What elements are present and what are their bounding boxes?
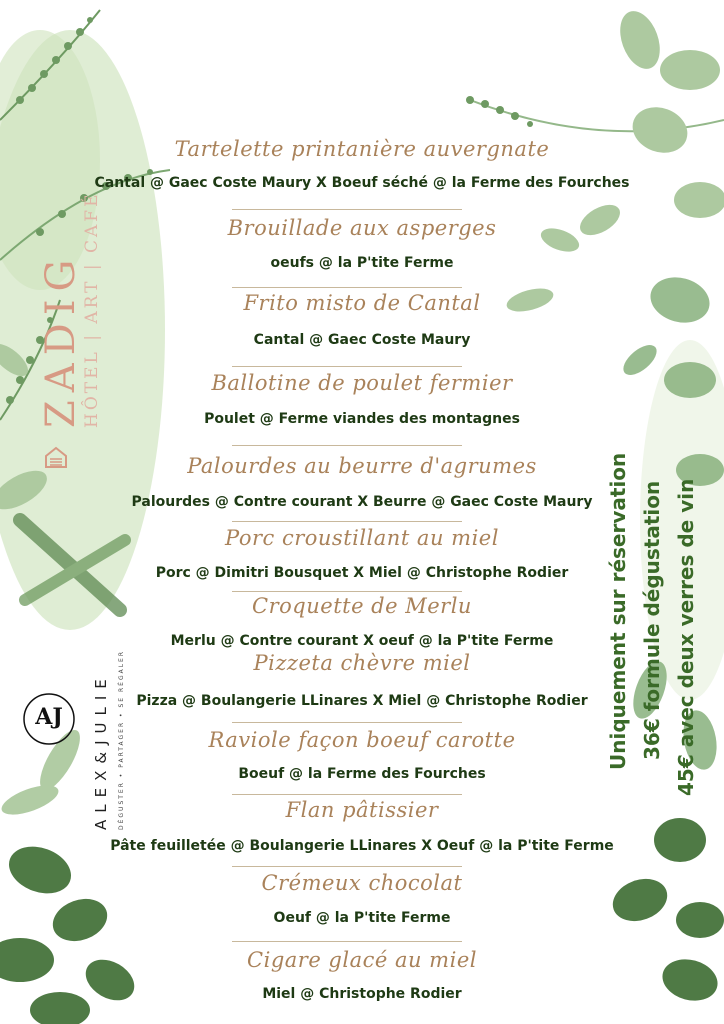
partner-name: ALEX&JULIE	[92, 672, 110, 830]
divider	[232, 591, 462, 592]
dish-title: Frito misto de Cantal	[243, 291, 481, 315]
dish-producers: oeufs @ la P'tite Ferme	[270, 255, 454, 271]
reservation-note: Uniquement sur réservation	[606, 452, 630, 770]
zadig-logo-name: ZADIG	[38, 251, 84, 428]
divider	[232, 941, 462, 942]
logo-monogram: AJ	[35, 704, 63, 730]
dish-title: Raviole façon boeuf carotte	[208, 728, 516, 752]
dish-title: Palourdes au beurre d'agrumes	[187, 454, 537, 478]
dish-producers: Oeuf @ la P'tite Ferme	[273, 910, 451, 926]
dish-producers: Cantal @ Gaec Coste Maury X Boeuf séché @ la Ferme des Fourches	[94, 175, 630, 191]
dish-producers: Cantal @ Gaec Coste Maury	[253, 332, 471, 348]
dish-producers: Merlu @ Contre courant X oeuf @ la P'tite Ferme	[170, 633, 554, 649]
divider	[232, 521, 462, 522]
dish-producers: Porc @ Dimitri Bousquet X Miel @ Christophe Rodier	[155, 565, 569, 581]
dish-producers: Miel @ Christophe Rodier	[262, 986, 462, 1002]
price-tasting: 36€ formule dégustation	[640, 480, 664, 760]
dish-title: Croquette de Merlu	[252, 594, 472, 618]
dish-title: Pizzeta chèvre miel	[253, 651, 471, 675]
dish-producers: Poulet @ Ferme viandes des montagnes	[204, 411, 520, 427]
divider	[232, 866, 462, 867]
divider	[232, 722, 462, 723]
zadig-tagline: HÔTEL | ART | CAFÉ	[82, 191, 102, 428]
dish-producers: Pizza @ Boulangerie LLinares X Miel @ Christophe Rodier	[136, 693, 588, 709]
dish-title: Crémeux chocolat	[261, 871, 463, 895]
dish-producers: Boeuf @ la Ferme des Fourches	[238, 766, 486, 782]
divider	[232, 287, 462, 288]
price-with-wine: 45€ avec deux verres de vin	[674, 478, 698, 796]
dish-producers: Pâte feuilletée @ Boulangerie LLinares X Oeuf @ la P'tite Ferme	[110, 838, 614, 854]
dish-title: Ballotine de poulet fermier	[211, 371, 513, 395]
dish-producers: Palourdes @ Contre courant X Beurre @ Gaec Coste Maury	[131, 494, 593, 510]
divider	[232, 209, 462, 210]
dish-title: Porc croustillant au miel	[225, 526, 499, 550]
dish-title: Flan pâtissier	[285, 798, 439, 822]
partner-tagline: DÉGUSTER • PARTAGER • SE RÉGALER	[118, 650, 125, 830]
dish-title: Cigare glacé au miel	[247, 948, 477, 972]
dish-title: Brouillade aux asperges	[227, 216, 497, 240]
divider	[232, 445, 462, 446]
divider	[232, 366, 462, 367]
divider	[232, 794, 462, 795]
dish-title: Tartelette printanière auvergnate	[174, 137, 550, 161]
